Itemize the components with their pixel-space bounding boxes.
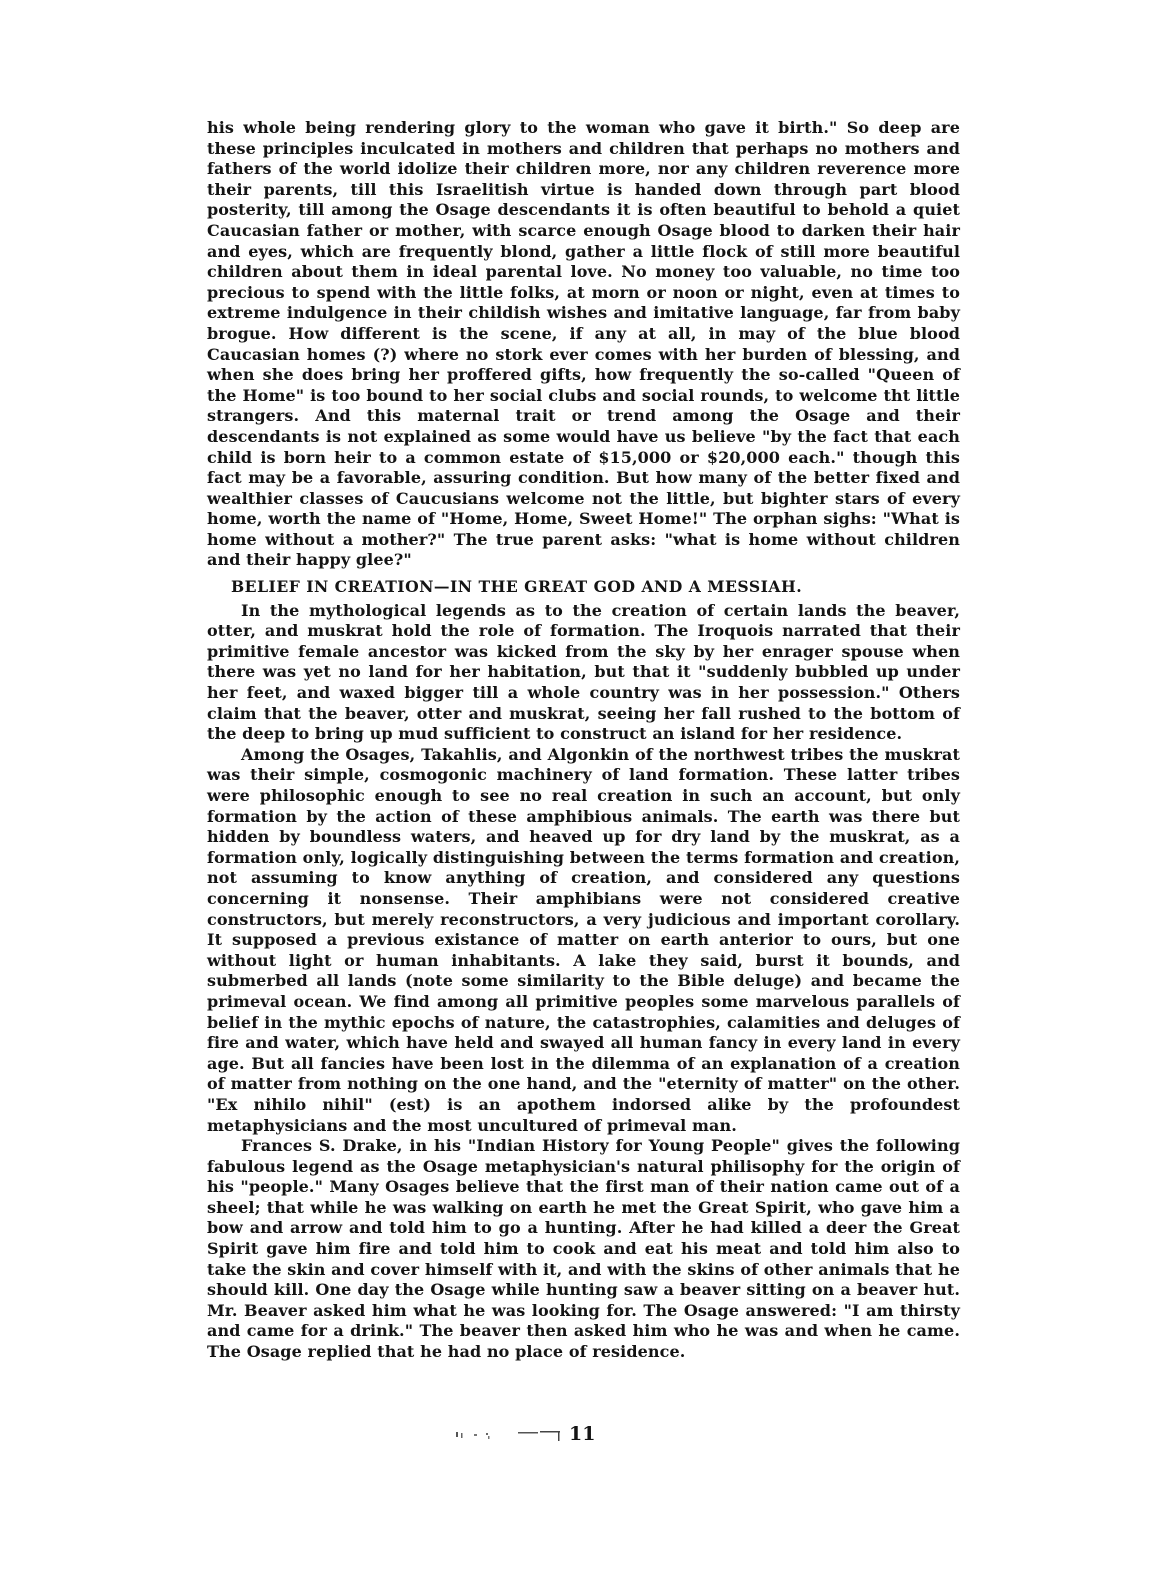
print-noise-marks — [448, 1424, 570, 1446]
print-noise-graphic — [448, 1424, 570, 1446]
page-number: 11 — [569, 1423, 596, 1445]
body-text — [207, 118, 960, 1363]
paragraph-3: Among the Osages, Takahlis, and Algonkin of the northwest tribes the muskrat was their simple, cosmogonic machinery of land formation. These latter tribes were philosophic enough to see no real creation in such an account, but only formation by the action of these amphibious animals. The earth was there but hidden by boundless waters, and heaved up for dry land by the muskrat, as a formation only, logically distinguishing between the terms formation and creation, not assuming to know anything of creation, and considered any questions concerning it nonsense. Their amphibians were not considered creative constructors, but merely reconstructors, a very judicious and important corollary. It supposed a previous existance of matter on earth anterior to ours, but one without light or human inhabitants. A lake they said, burst it bounds, and submerbed all lands (note some similarity to the Bible deluge) and became the primeval ocean. We find among all primitive peoples some marvelous parallels of belief in the mythic epochs of nature, the catastrophies, calamities and deluges of fire and water, which have held and swayed all human fancy in every land in every age. But all fancies have been lost in the dilemma of an explanation of a creation of matter from nothing on the one hand, and the "eternity of matter" on the other. "Ex nihilo nihil" (est) is an apothem indorsed alike by the profoundest metaphysicians and the most uncultured of primeval man. — [207, 744, 960, 1135]
paragraph-1: his whole being rendering glory to the woman who gave it birth." So deep are these principles inculcated in mothers and children that perhaps no mothers and fathers of the world idolize their children more, nor any children reverence more their parents, till this Israelitish virtue is handed down through part blood posterity, till among the Osage descendants it is often beautiful to behold a quiet Caucasian father or mother, with scarce enough Osage blood to darken their hair and eyes, which are frequently blond, gather a little flock of still more beautiful children about them in ideal parental love. No money too valuable, no time too precious to spend with the little folks, at morn or noon or night, even at times to extreme indulgence in their childish wishes and imitative language, far from baby brogue. How different is the scene, if any at all, in may of the blue blood Caucasian homes (?) where no stork ever comes with her burden of blessing, and when she does bring her proffered gifts, how frequently the so-called "Queen of the Home" is too bound to her social clubs and social rounds, to welcome tht little strangers. And this maternal trait or trend among the Osage and their descendants is not explained as some would have us believe "by the fact that each child is born heir to a common estate of $15,000 or $20,000 each." though this fact may be a favorable, assuring condition. But how many of the better fixed and wealthier classes of Caucusians welcome not the little, but bighter stars of every home, worth the name of "Home, Home, Sweet Home!" The orphan sighs: "What is home without a mother?" The true parent asks: "what is home without children and their happy glee?" — [207, 118, 960, 570]
paragraph-4: Frances S. Drake, in his "Indian History for Young People" gives the following fabulous legend as the Osage metaphysician's natural philisophy for the origin of his "people." Many Osages believe that the first man of their nation came out of a sheel; that while he was walking on earth he met the Great Spirit, who gave him a bow and arrow and told him to go a hunting. After he had killed a deer the Great Spirit gave him fire and told him to cook and eat his meat and told him also to take the skin and cover himself with it, and with the skins of other animals that he should kill. One day the Osage while hunting saw a beaver sitting on a beaver hut. Mr. Beaver asked him what he was looking for. The Osage answered: "I am thirsty and came for a drink." The beaver then asked him who he was and when he came. The Osage replied that he had no place of residence. — [207, 1136, 960, 1362]
paragraph-2: In the mythological legends as to the creation of certain lands the beaver, otter, and muskrat hold the role of formation. The Iroquois narrated that their primitive female ancestor was kicked from the sky by her enrager spouse when there was yet no land for her habitation, but that it "suddenly bubbled up under her feet, and waxed bigger till a whole country was in her possession." Others claim that the beaver, otter and muskrat, seeing her fall rushed to the bottom of the deep to bring up mud sufficient to construct an island for her residence. — [207, 600, 960, 744]
section-heading: BELIEF IN CREATION—IN THE GREAT GOD AND A MESSIAH. — [231, 577, 803, 597]
